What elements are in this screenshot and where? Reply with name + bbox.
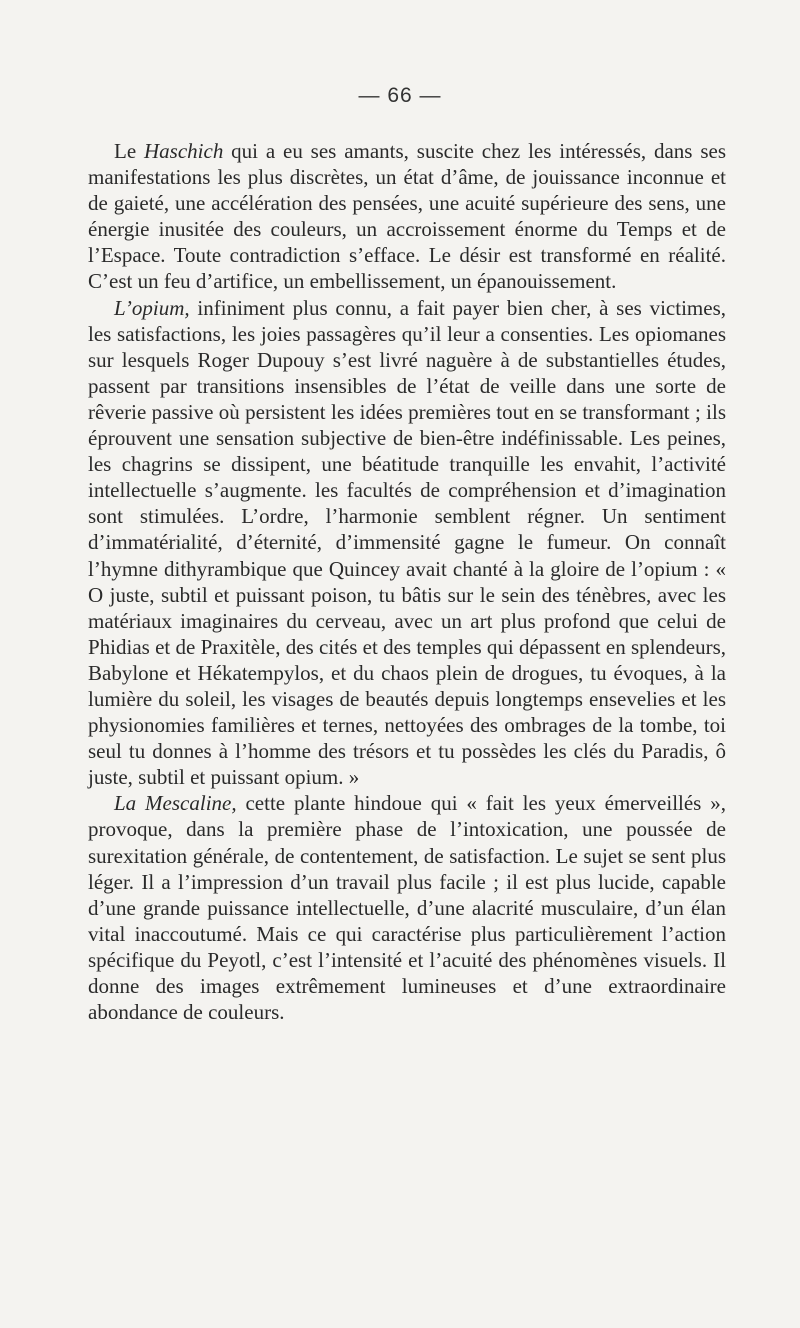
paragraph-text: qui a eu ses amants, suscite chez les intéressés, dans ses manifestations les plus discrètes, un état d’âme, de jouissance inconnue et de gaieté, une accélération des pensées, une acuité supérieure des sens, une énergie inusitée des couleurs, un accroissement énorme du Temps et de l’Espace. Toute contradiction s’efface. Le désir est transformé en réalité. C’est un feu d’artifice, un embellissement, un épanouissement. (88, 139, 726, 294)
paragraph-text: infiniment plus connu, a fait payer bien cher, à ses victimes, les satisfactions, les joies passagères qu’il leur a consenties. Les opiomanes sur lesquels Roger Dupouy s’est livré naguère à de substantielles études, passent par transitions insensibles de l’état de veille dans une sorte de rêverie passive où persistent les idées premières tout en se transformant ; ils éprouvent une sensation subjective de bien-être indéfinissable. Les peines, les chagrins se dissipent, une béatitude tranquille les envahit, l’activité intellectuelle s’augmente. les facultés de compréhension et d’imagination sont stimulées. L’ordre, l’harmonie semblent régner. Un sentiment d’immatérialité, d’éternité, d’immensité gagne le fumeur. On connaît l’hymne dithyrambique que Quincey avait chanté à la gloire de l’opium : « O juste, subtil et puissant poison, tu bâtis sur le sein des ténèbres, avec les matériaux imaginaires du cerveau, avec un art plus profond que celui de Phidias et de Praxitèle, des cités et des temples qui dépassent en splendeurs, Babylone et Hékatempylos, et du chaos plein de drogues, tu évoques, à la lumière du soleil, les visages de beautés depuis longtemps ensevelies et les physionomies familières et ternes, nettoyées des ombrages de la tombe, toi seul tu donnes à l’homme des trésors et tu possèdes les clés du Paradis, ô juste, subtil et puissant opium. » (88, 295, 727, 790)
paragraph-lead: Le (114, 139, 144, 163)
paragraph-text: cette plante hindoue qui « fait les yeux émerveillés », provoque, dans la première phase de l’intoxication, une poussée de surexitation générale, de contentement, de satisfaction. Le sujet se sent plus léger. Il a l’impression d’un travail plus facile ; il est plus lucide, capable d’une grande puissance intellectuelle, d’une alacrité musculaire, d’un élan vital inaccoutumé. Mais ce qui caractérise plus particulièrement l’action spécifique du Peyotl, c’est l’intensité et l’acuité des phénomènes visuels. Il donne des images extrêmement lumineuses et d’une extraordinaire abondance de couleurs. (88, 791, 726, 1025)
paragraph-emphasis: La Mescaline, (114, 791, 237, 816)
paragraph-haschich (88, 138, 726, 295)
paragraph-emphasis: Haschich (144, 139, 224, 163)
page-number-header: — 66 — (358, 84, 442, 107)
paragraph-mescaline (88, 790, 726, 1025)
paragraph-emphasis: L’opium, (114, 295, 190, 320)
page-body (88, 138, 726, 1025)
paragraph-opium (88, 295, 726, 791)
